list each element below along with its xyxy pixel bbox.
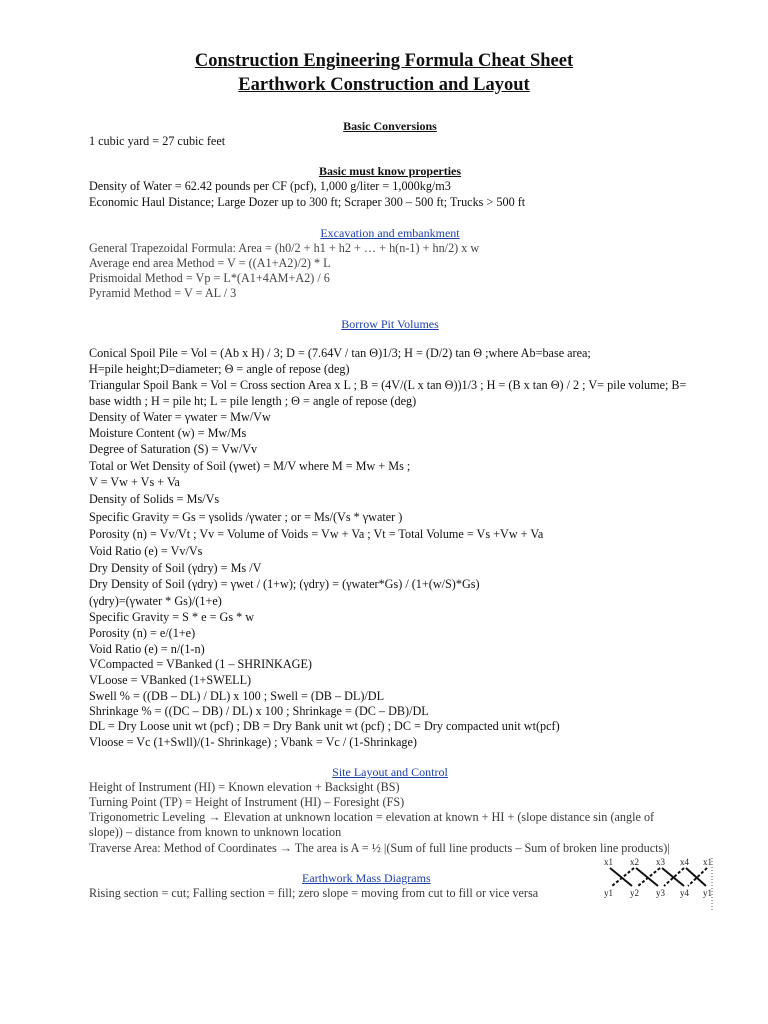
full-line: [636, 868, 658, 886]
x-label: x2: [630, 857, 639, 867]
y-label: y1: [703, 888, 712, 898]
text-line: Swell % = ((DB – DL) / DL) x 100 ; Swell = (DB – DL)/DL: [89, 689, 385, 703]
text-line: Trigonometric Leveling → Elevation at unknown location = elevation at known + HI + (slope distance sin (angle of: [89, 810, 655, 824]
text-line: Economic Haul Distance; Large Dozer up to 300 ft; Scraper 300 – 500 ft; Trucks > 500 ft: [89, 195, 526, 209]
text-line: Prismoidal Method = Vp = L*(A1+4AM+A2) / 6: [89, 271, 330, 285]
text-line: Traverse Area: Method of Coordinates → The area is A = ½ |(Sum of full line products – Sum of broken line products)|: [89, 841, 670, 855]
x-label: x4: [680, 857, 689, 867]
y-label: y1: [604, 888, 613, 898]
text-line: Dry Density of Soil (γdry) = γwet / (1+w); (γdry) = (γwater*Gs) / (1+(w/S)*Gs): [89, 577, 480, 591]
x-label: x3: [656, 857, 665, 867]
y-label: y2: [630, 888, 639, 898]
text-line: Dry Density of Soil (γdry) = Ms /V: [89, 561, 262, 575]
text-line: Specific Gravity = Gs = γsolids /γwater ; or = Ms/(Vs * γwater ): [89, 510, 403, 524]
x-label: x1: [703, 857, 712, 867]
full-line: [686, 868, 706, 886]
text-line: Void Ratio (e) = n/(1-n): [89, 642, 205, 656]
section-heading-excavation: Excavation and embankment: [320, 226, 460, 240]
y-label: y4: [680, 888, 689, 898]
text-line: Height of Instrument (HI) = Known elevation + Backsight (BS): [89, 780, 400, 794]
text-line: Degree of Saturation (S) = Vw/Vv: [89, 442, 258, 456]
text-line: base width ; H = pile ht; L = pile length ; Θ = angle of repose (deg): [89, 394, 417, 408]
text-line: Shrinkage % = ((DC – DB) / DL) x 100 ; Shrinkage = (DC – DB)/DL: [89, 704, 429, 718]
text-line: Total or Wet Density of Soil (γwet) = M/V where M = Mw + Ms ;: [89, 459, 411, 473]
section-heading-basic-properties: Basic must know properties: [318, 164, 462, 178]
section-heading-basic-conversions: Basic Conversions: [343, 119, 437, 133]
text-line: H=pile height;D=diameter; Θ = angle of repose (deg): [89, 362, 350, 376]
text-line: V = Vw + Vs + Va: [89, 475, 180, 489]
text-line: Vloose = Vc (1+Swll)/(1- Shrinkage) ; Vbank = Vc / (1-Shrinkage): [89, 735, 417, 749]
y-label: y3: [656, 888, 665, 898]
text-line: Porosity (n) = e/(1+e): [89, 626, 196, 640]
text-line: Rising section = cut; Falling section = fill; zero slope = moving from cut to fill or vice versa: [89, 886, 539, 900]
text-line: Density of Solids = Ms/Vs: [89, 492, 220, 506]
text-line: Moisture Content (w) = Mw/Ms: [89, 426, 247, 440]
broken-line: [638, 868, 660, 886]
text-line: Specific Gravity = S * e = Gs * w: [89, 610, 255, 624]
text-line: Triangular Spoil Bank = Vol = Cross section Area x L ; B = (4V/(L x tan Θ))1/3 ; H = (B x tan Θ) / 2 ; V= pile volume; B=: [89, 378, 687, 392]
broken-line: [612, 868, 634, 886]
text-line: (γdry)=(γwater * Gs)/(1+e): [89, 594, 222, 608]
document-title: Construction Engineering Formula Cheat Sheet: [194, 51, 574, 71]
text-line: Average end area Method = V = ((A1+A2)/2) * L: [89, 256, 331, 270]
text-line: Void Ratio (e) = Vv/Vs: [89, 544, 203, 558]
text-line: Porosity (n) = Vv/Vt ; Vv = Volume of Voids = Vw + Va ; Vt = Total Volume = Vs +Vw + Va: [89, 527, 544, 541]
text-line: Pyramid Method = V = AL / 3: [89, 286, 237, 300]
text-line: General Trapezoidal Formula: Area = (h0/2 + h1 + h2 + … + h(n-1) + hn/2) x w: [89, 241, 480, 255]
text-line: Conical Spoil Pile = Vol = (Ab x H) / 3; D = (7.64V / tan Θ)1/3; H = (D/2) tan Θ ;where Ab=base area;: [89, 346, 591, 360]
text-line: DL = Dry Loose unit wt (pcf) ; DB = Dry Bank unit wt (pcf) ; DC = Dry compacted unit wt(pcf): [89, 719, 560, 733]
text-line: slope)) – distance from known to unknown location: [89, 825, 342, 839]
full-line: [610, 868, 632, 886]
text-line: Turning Point (TP) = Height of Instrument (HI) – Foresight (FS): [89, 795, 405, 809]
text-line: VLoose = VBanked (1+SWELL): [89, 673, 252, 687]
text-line: Density of Water = γwater = Mw/Vw: [89, 410, 271, 424]
coordinate-method-diagram: [602, 856, 714, 912]
text-line: VCompacted = VBanked (1 – SHRINKAGE): [89, 657, 312, 671]
text-line: Density of Water = 62.42 pounds per CF (pcf), 1,000 g/liter = 1,000kg/m3: [89, 179, 451, 193]
section-heading-site-layout: Site Layout and Control: [332, 765, 448, 779]
x-label: x1: [604, 857, 613, 867]
section-heading-mass-diagrams: Earthwork Mass Diagrams: [302, 871, 431, 885]
document-subtitle: Earthwork Construction and Layout: [238, 75, 530, 95]
text-line: 1 cubic yard = 27 cubic feet: [89, 134, 226, 148]
section-heading-borrow-pit: Borrow Pit Volumes: [341, 317, 439, 331]
full-line: [662, 868, 684, 886]
